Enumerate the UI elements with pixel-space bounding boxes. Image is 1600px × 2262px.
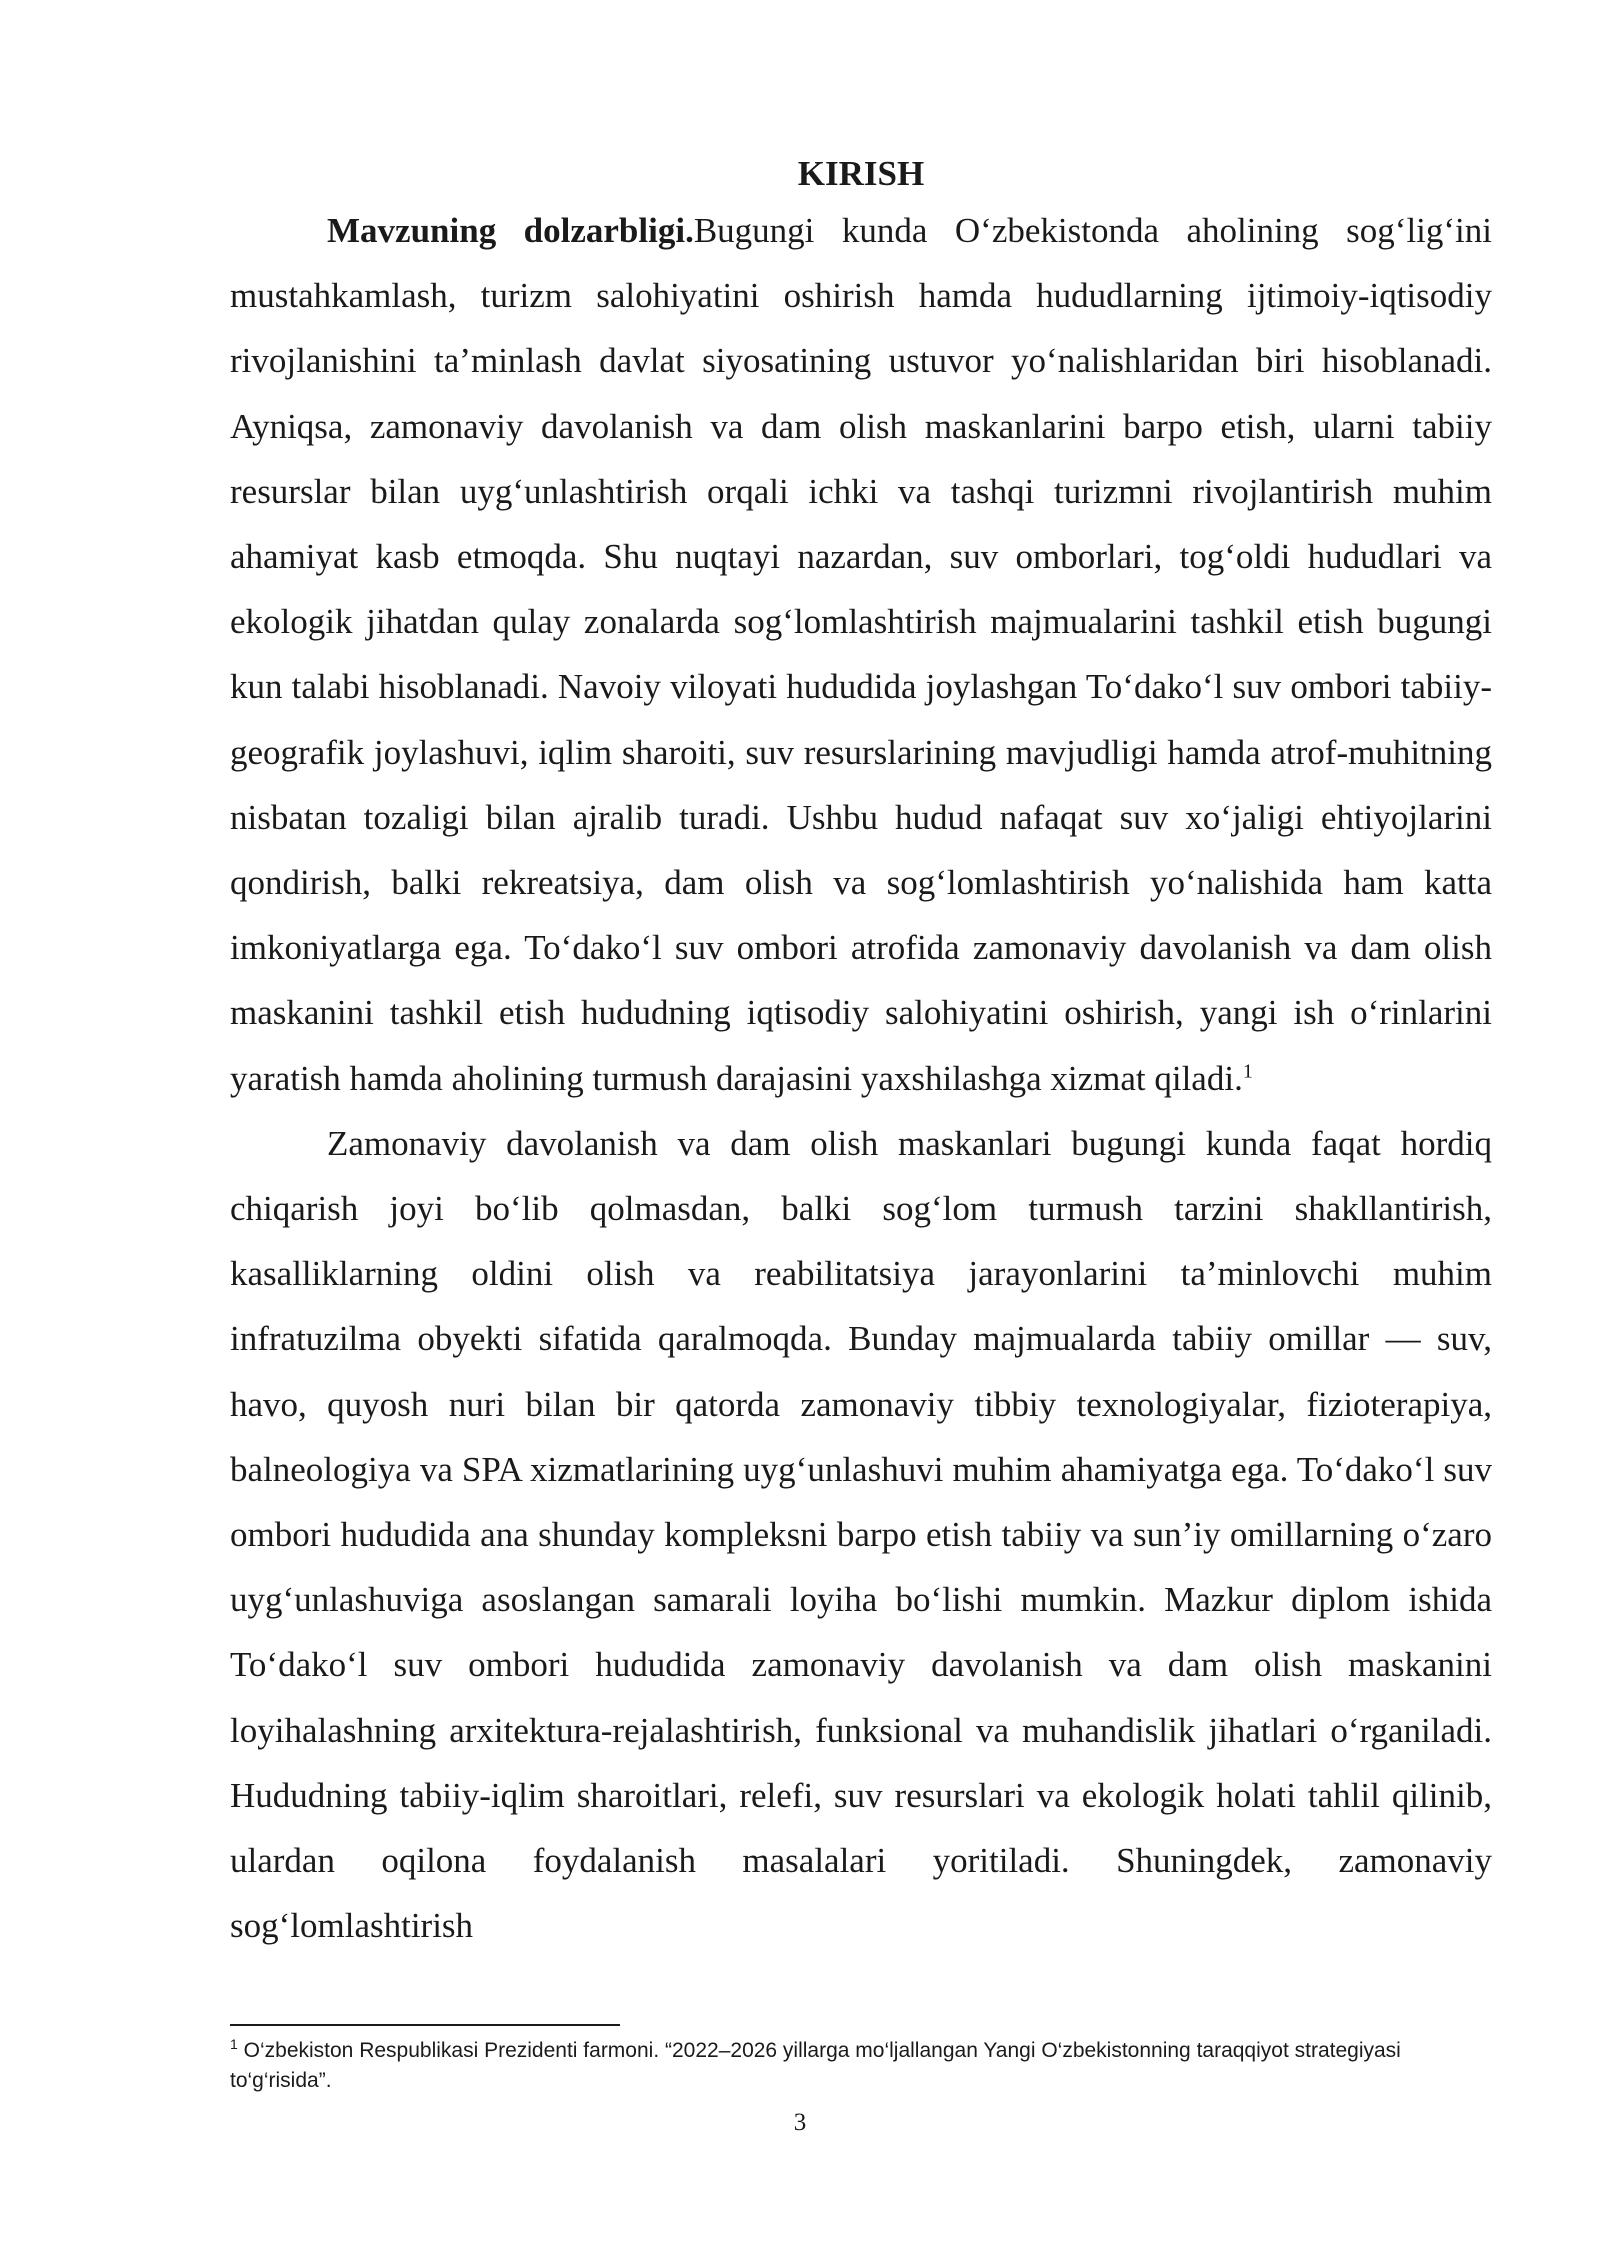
page-body [230,150,1492,1958]
paragraph-relevance [230,198,1492,1111]
paragraph-text: Zamonaviy davolanish va dam olish maskanlari bugungi kunda faqat hordiq chiqarish joyi bo‘lib qolmasdan, balki sog‘lom turmush tarzini shakllantirish, kasalliklarning oldini olish va reabilitatsiya jarayonlarini ta’minlovchi muhim infratuzilma obyekti sifatida qaralmoqda. Bunday majmualarda tabiiy omillar — suv, havo, quyosh nuri bilan bir qatorda zamonaviy tibbiy texnologiyalar, fizioterapiya, balneologiya va SPA xizmatlarining uyg‘unlashuvi muhim ahamiyatga ega. To‘dako‘l suv ombori hududida ana shunday kompleksni barpo etish tabiiy va sun’iy omillarning o‘zaro uyg‘unlashuviga asoslangan samarali loyiha bo‘lishi mumkin. Mazkur diplom ishida To‘dako‘l suv ombori hududida zamonaviy davolanish va dam olish maskanini loyihalashning arxitektura-rejalashtirish, funksional va muhandislik jihatlari o‘rganiladi. Hududning tabiiy-iqlim sharoitlari, relefi, suv resurslari va ekologik holati tahlil qilinib, ulardan oqilona foydalanish masalalari yoritiladi. Shuningdek, zamonaviy sog‘lomlashtirish [230,1123,1492,1946]
footnote [230,2036,1492,2096]
paragraph-modern-resorts [230,1111,1492,1959]
footnote-number: 1 [230,2036,238,2052]
footnote-text: O‘zbekiston Respublikasi Prezidenti farmoni. “2022–2026 yillarga mo‘ljallangan Yangi O‘zbekistonning taraqqiyot strategiyasi to‘g‘risida”. [230,2039,1401,2092]
paragraph-lead: Mavzuning dolzarbligi. [327,211,694,250]
footnote-reference[interactable]: 1 [1242,1059,1253,1082]
page-number: 3 [793,2109,807,2136]
page-title: KIRISH [797,154,925,193]
paragraph-text: Bugungi kunda O‘zbekistonda aholining sog‘lig‘ini mustahkamlash, turizm salohiyatini oshirish hamda hududlarning ijtimoiy-iqtisodiy rivojlanishini ta’minlash davlat siyosatining ustuvor yo‘nalishlaridan biri hisoblanadi. Ayniqsa, zamonaviy davolanish va dam olish maskanlarini barpo etish, ularni tabiiy resurslar bilan uyg‘unlashtirish orqali ichki va tashqi turizmni rivojlantirish muhim ahamiyat kasb etmoqda. Shu nuqtayi nazardan, suv omborlari, tog‘oldi hududlari va ekologik jihatdan qulay zonalarda sog‘lomlashtirish majmualarini tashkil etish bugungi kun talabi hisoblanadi. Navoiy viloyati hududida joylashgan To‘dako‘l suv ombori tabiiy-geografik joylashuvi, iqlim sharoiti, suv resurslarining mavjudligi hamda atrof-muhitning nisbatan tozaligi bilan ajralib turadi. Ushbu hudud nafaqat suv xo‘jaligi ehtiyojlarini qondirish, balki rekreatsiya, dam olish va sog‘lomlashtirish yo‘nalishida ham katta imkoniyatlarga ega. To‘dako‘l suv ombori atrofida zamonaviy davolanish va dam olish maskanini tashkil etish hududning iqtisodiy salohiyatini oshirish, yangi ish o‘rinlarini yaratish hamda aholining turmush darajasini yaxshilashga xizmat qiladi. [230,211,1492,1098]
footnote-separator [230,2024,620,2026]
